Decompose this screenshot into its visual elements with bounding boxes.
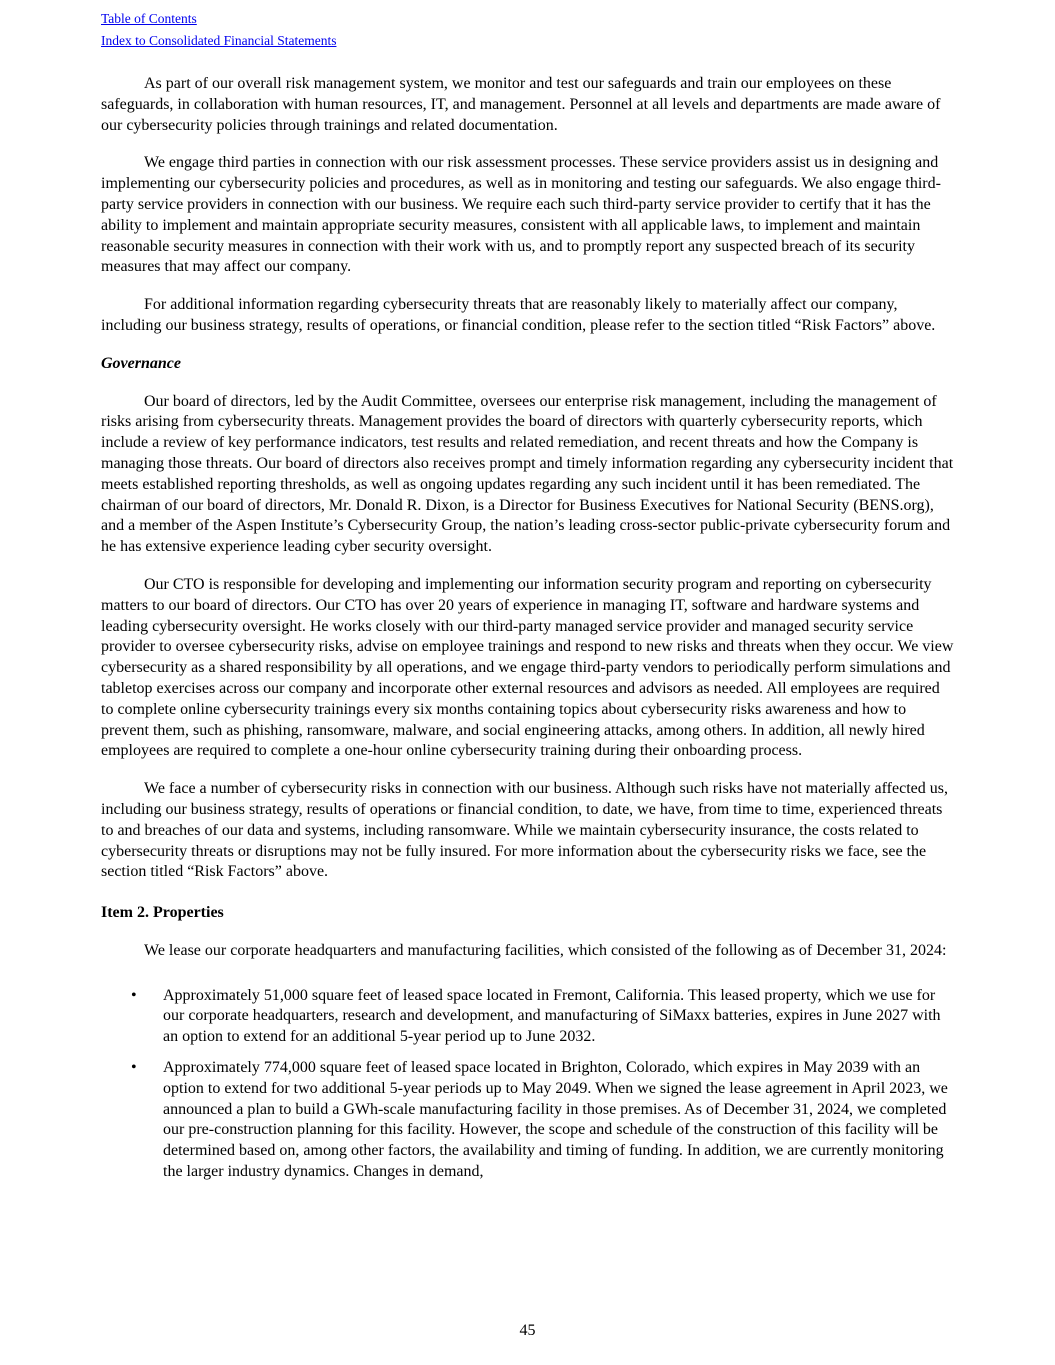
paragraph-cto-role: Our CTO is responsible for developing and implementing our information security program and reporting on cybersecurity matters to our board of directors. Our CTO has over 20 years of experience in managing IT, software and hardware systems and leading cybersecurity oversight. He works closely with our third-party managed service provider and managed security service provider to oversee cybersecurity risks, advise on employee trainings and respond to new risks and threats when they occur. We view cybersecurity as a shared responsibility by all operations, and we engage third-party vendors to periodically perform simulations and tabletop exercises across our company and incorporate other external resources and advisors as needed. All employees are required to complete online cybersecurity trainings every six months containing topics about cybersecurity risks awareness and how to prevent them, such as phishing, ransomware, malware, and social engineering attacks, among others. In addition, all newly hired employees are required to complete a one-hour online cybersecurity training during their onboarding process. xyxy=(101,575,954,760)
paragraph-risk-management: As part of our overall risk management system, we monitor and test our safeguards and train our employees on these safeguards, in collaboration with human resources, IT, and management. Personnel at all levels and departments are made aware of our cybersecurity policies through trainings and related documentation. xyxy=(101,75,941,134)
governance-heading: Governance xyxy=(101,354,181,372)
page-number: 45 xyxy=(519,1322,536,1339)
paragraph-third-parties: We engage third parties in connection with our risk assessment processes. These service providers assist us in designing and implementing our cybersecurity policies and procedures, as well as in monitoring and testing our safeguards. We also engage third-party service providers in connection with our business. We require each such third-party service provider to certify that it has the ability to implement and maintain appropriate security measures, consistent with all applicable laws, to implement and maintain reasonable security measures in connection with their work with us, and to promptly report any suspected breach of its security measures that may affect our company. xyxy=(101,154,941,276)
list-item xyxy=(101,986,956,1048)
top-navigation-links xyxy=(101,8,336,52)
bullet-marker: • xyxy=(131,1059,137,1077)
list-item xyxy=(101,1058,956,1183)
properties-list xyxy=(101,986,956,1183)
document-body xyxy=(101,74,956,1193)
table-of-contents-link[interactable]: Table of Contents xyxy=(101,11,197,26)
item-2-properties-heading: Item 2. Properties xyxy=(101,904,224,922)
list-item-text: Approximately 774,000 square feet of leased space located in Brighton, Colorado, which expires in May 2039 with an option to extend for two additional 5-year periods up to May 2049. When we signed the lease agreement in April 2023, we announced a plan to build a GWh-scale manufacturing facility in those premises. As of December 31, 2024, we completed our pre-construction planning for this facility. However, the scope and schedule of the construction of this facility will be determined based on, among other factors, the availability and timing of funding. In addition, we are currently monitoring the larger industry dynamics. Changes in demand, xyxy=(163,1059,948,1181)
index-financial-statements-link[interactable]: Index to Consolidated Financial Statements xyxy=(101,33,337,48)
bullet-marker: • xyxy=(131,986,137,1004)
paragraph-additional-info: For additional information regarding cybersecurity threats that are reasonably likely to materially affect our company, including our business strategy, results of operations, or financial condition, please refer to the section titled “Risk Factors” above. xyxy=(101,296,936,334)
paragraph-lease-intro: We lease our corporate headquarters and manufacturing facilities, which consisted of the following as of December 31, 2024: xyxy=(144,941,947,959)
paragraph-cyber-risks: We face a number of cybersecurity risks in connection with our business. Although such risks have not materially affected us, including our business strategy, results of operations or financial condition, to date, we have, from time to time, experienced threats to and breaches of our data and systems, including ransomware. While we maintain cybersecurity insurance, the costs related to cybersecurity threats or disruptions may not be fully insured. For more information about the cybersecurity risks we face, see the section titled “Risk Factors” above. xyxy=(101,780,948,881)
paragraph-board-oversight: Our board of directors, led by the Audit Committee, oversees our enterprise risk management, including the management of risks arising from cybersecurity threats. Management provides the board of directors with quarterly cybersecurity reports, which include a review of key performance indicators, test results and related remediation, and recent threats and how the Company is managing those threats. Our board of directors also receives prompt and timely information regarding any cybersecurity incident that meets established reporting thresholds, as well as ongoing updates regarding any such incident until it has been remediated. The chairman of our board of directors, Mr. Donald R. Dixon, is a Director for Business Executives for National Security (BENS.org), and a member of the Aspen Institute’s Cybersecurity Group, the nation’s leading cross-sector public-private cybersecurity forum and he has extensive experience leading cyber security oversight. xyxy=(101,392,954,556)
list-item-text: Approximately 51,000 square feet of leased space located in Fremont, California. This leased property, which we use for our corporate headquarters, research and development, and manufacturing of SiMaxx batteries, expires in June 2027 with an option to extend for an additional 5-year period up to June 2032. xyxy=(163,986,941,1046)
